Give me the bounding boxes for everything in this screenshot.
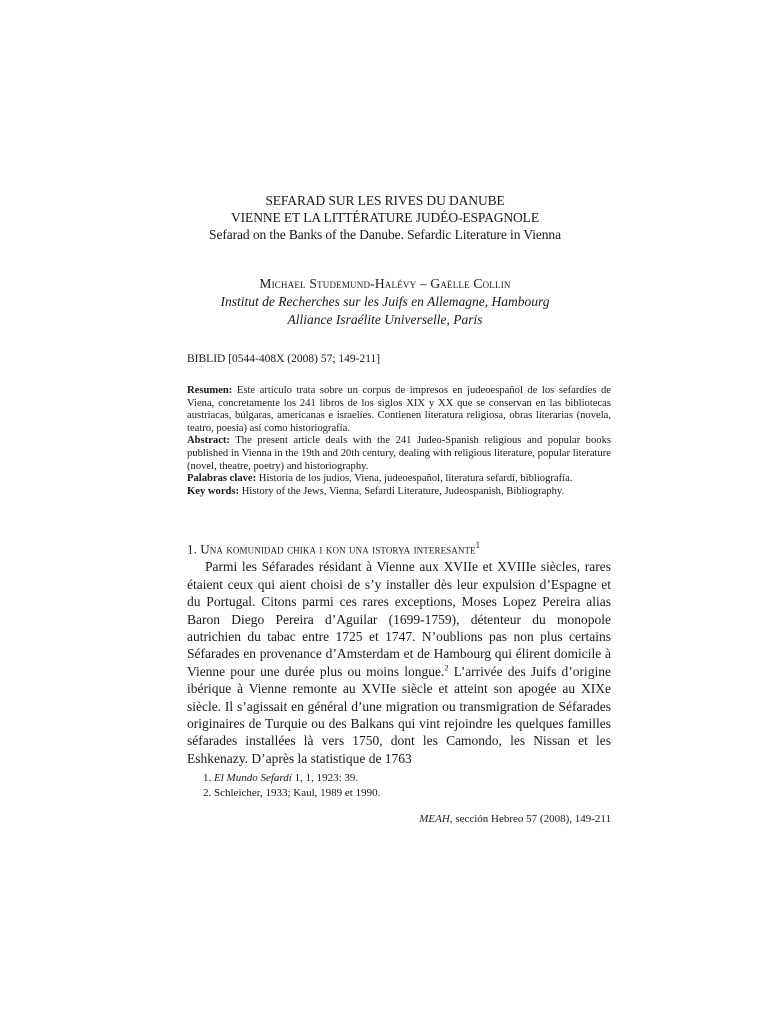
article-title-block xyxy=(150,192,620,243)
abstract-paragraph xyxy=(187,435,611,473)
section-body-paragraph xyxy=(187,558,611,767)
palabras-clave-paragraph xyxy=(187,473,611,486)
article-title-line-1: SEFARAD SUR LES RIVES DU DANUBE xyxy=(265,193,505,208)
body-text-part-1: Parmi les Séfarades résidant à Vienne aux XVIIe et XVIIIe siècles, rares étaient ceux qui aient choisi de s’y installer dès leur expulsion d’Espagne et du Portugal. Citons parmi ces rares exceptions, Moses Lopez Pereira alias Baron Diego Pereira d’Aguilar (1699-1759), détenteur du monopole autrichien du tabac entre 1725 et 1747. N’oublions pas non plus certains Séfarades en provenance d’Amsterdam et de Hambourg qui élirent domicile à Vienne pour une durée plus ou moins longue. xyxy=(187,559,611,679)
palabras-clave-text: Historia de los judíos, Viena, judeoespañol, literatura sefardí, bibliografía. xyxy=(256,473,573,485)
keywords-paragraph xyxy=(187,486,611,499)
footnote-ref-2: 2 xyxy=(444,662,449,673)
footnote-ref-1: 1 xyxy=(475,540,481,550)
section-heading-text: 1. Una komunidad chika i kon una istorya interesante xyxy=(187,541,476,557)
keywords-label: Key words: xyxy=(187,485,240,497)
running-footer xyxy=(380,813,611,825)
journal-name: MEAH, xyxy=(419,813,453,825)
article-english-title: Sefarad on the Banks of the Danube. Sefardic Literature in Vienna xyxy=(209,227,561,242)
abstract-text: The present article deals with the 241 Judeo-Spanish religious and popular books published in Vienna in the 19th and 20th century, dealing with religious literature, popular literature (novel, theatre, poetry) and historiography. xyxy=(187,435,611,472)
footnote-1-title: El Mundo Sefardí xyxy=(214,772,292,784)
journal-issue: sección Hebreo 57 (2008), 149-211 xyxy=(452,813,611,825)
keywords-text: History of the Jews, Vienna, Sefardi Literature, Judeospanish, Bibliography. xyxy=(239,485,565,497)
footnote-1-rest: 1, 1, 1923: 39. xyxy=(291,772,359,784)
resumen-paragraph xyxy=(187,385,611,435)
author-institution-2: Alliance Israélite Universelle, Paris xyxy=(287,312,483,327)
resumen-label: Resumen: xyxy=(187,385,233,396)
footnote-2: 2. Schleicher, 1933; Kaul, 1989 et 1990. xyxy=(203,786,381,799)
footnote-1-number: 1. xyxy=(203,772,214,784)
biblid-reference: BIBLID [0544-408X (2008) 57; 149-211] xyxy=(187,353,381,365)
footnote-1 xyxy=(203,771,380,786)
author-names: Michael Studemund-Halévy – Gaëlle Collin xyxy=(259,276,511,291)
abstract-block xyxy=(187,385,611,498)
footnotes-block xyxy=(203,771,380,800)
article-title-line-2: VIENNE ET LA LITTÉRATURE JUDÉO-ESPAGNOLE xyxy=(231,210,539,225)
resumen-text: Este artículo trata sobre un corpus de impresos en judeoespañol de los sefardíes de Viena, concretamente los 241 libros de los siglos XIX y XX que se conservan en las bibliotecas austriacas, búlgaras, americanas e israelíes. Contienen literatura religiosa, obras literarias (novela, teatro, poesía) así como historiografía. xyxy=(187,385,611,434)
body-text-part-2: L’arrivée des Juifs d’origine ibérique à Vienne remonte au XVIIe siècle et atteint son apogée au XIXe siècle. Il s’agissait en général d’une migration ou transmigration de Séfarades originaires de Turquie ou des Balkans qui vint rejoindre les quelques familles séfarades installées là vers 1750, dont les Camondo, les Nissan et les Eshkenazy. D’après la statistique de 1763 xyxy=(187,663,611,766)
section-heading xyxy=(187,537,611,557)
abstract-label: Abstract: xyxy=(187,435,230,447)
authors-block xyxy=(150,275,620,329)
palabras-clave-label: Palabras clave: xyxy=(187,473,257,485)
author-institution-1: Institut de Recherches sur les Juifs en Allemagne, Hambourg xyxy=(220,294,550,309)
section-1 xyxy=(187,537,611,767)
